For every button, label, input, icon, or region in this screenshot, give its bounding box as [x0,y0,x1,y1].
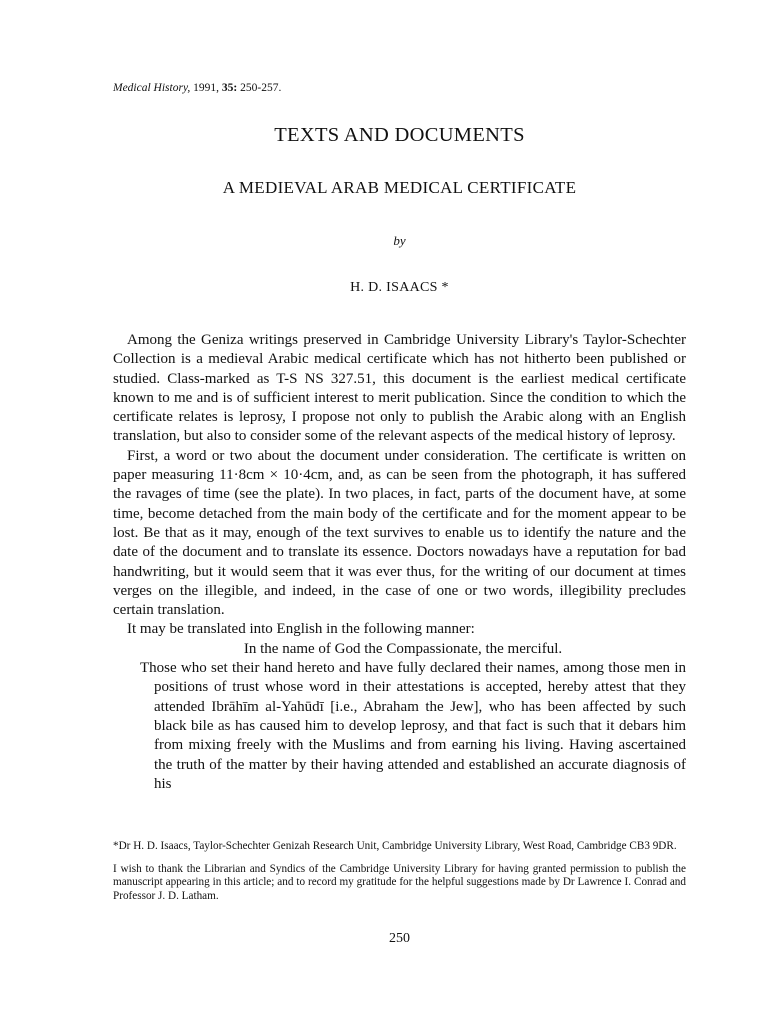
byline-label: by [393,233,406,248]
journal-year: 1991, [193,82,220,94]
paragraph-translation-lead: It may be translated into English in the following manner: [127,621,475,638]
journal-pages: 250-257. [240,82,282,94]
page-number: 250 [389,931,410,946]
paragraph-intro: Among the Geniza writings preserved in Cambridge University Library's Taylor-Schechter Collection is a medieval Arabic medical certificate which has not hitherto been published or studied. Class-marked as T-S NS 327.51, this document is the earliest medical certificate known to me and is of sufficient interest to merit publication. Since the condition to which the certificate relates is leprosy, I propose not only to publish the Arabic along with an English translation, but also to consider some of the relevant aspects of the medical history of leprosy. [113,332,686,445]
paragraph-document: First, a word or two about the document under consideration. The certificate is written on paper measuring 11·8cm × 10·4cm, and, as can be seen from the photograph, it has suffered the ravages of time (see the plate). In two places, in fact, parts of the document have, at some time, become detached from the main body of the certificate and for the moment appear to be lost. Be that as it may, enough of the text survives to enable us to identify the nature and the date of the document and to translate its essence. Doctors nowadays have a reputation for bad handwriting, but it would seem that it was ever thus, for the writing of our document at times verges on the illegible, and indeed, in the case of one or two words, illegibility precludes certain translation. [113,447,686,619]
article-title: A MEDIEVAL ARAB MEDICAL CERTIFICATE [222,178,577,197]
footnote-acknowledgement: I wish to thank the Librarian and Syndics of the Cambridge University Library for having granted permission to publish the manuscript appearing in this article; and to record my gratitude for the helpful suggestions made by Dr Lawrence I. Conrad and Professor J. D. Latham. [113,862,686,902]
section-title: TEXTS AND DOCUMENTS [274,124,525,146]
journal-citation [113,82,281,94]
journal-name: Medical History, [113,82,191,94]
quote-body: Those who set their hand hereto and have fully declared their names, among those men in positions of trust whose word in their attestations is accepted, hereby attest that they attended Ibrāhīm al-Yahūdī [i.e., Abraham the Jew], who has been affected by such black bile as has caused him to develop leprosy, and that fact is such that it debars him from mixing freely with the Muslims and from earning his living. Having ascertained the truth of the matter by their having attended and established an accurate diagnosis of his [140,660,686,792]
article-body [113,331,686,794]
footnotes [113,840,686,912]
author-name: H. D. ISAACS * [350,280,449,295]
footnote-author: *Dr H. D. Isaacs, Taylor-Schechter Genizah Research Unit, Cambridge University Library, West Road, Cambridge CB3 9DR. [113,840,677,852]
certificate-translation [140,640,686,794]
journal-volume: 35: [221,82,238,94]
quote-heading: In the name of God the Compassionate, the merciful. [243,640,563,657]
